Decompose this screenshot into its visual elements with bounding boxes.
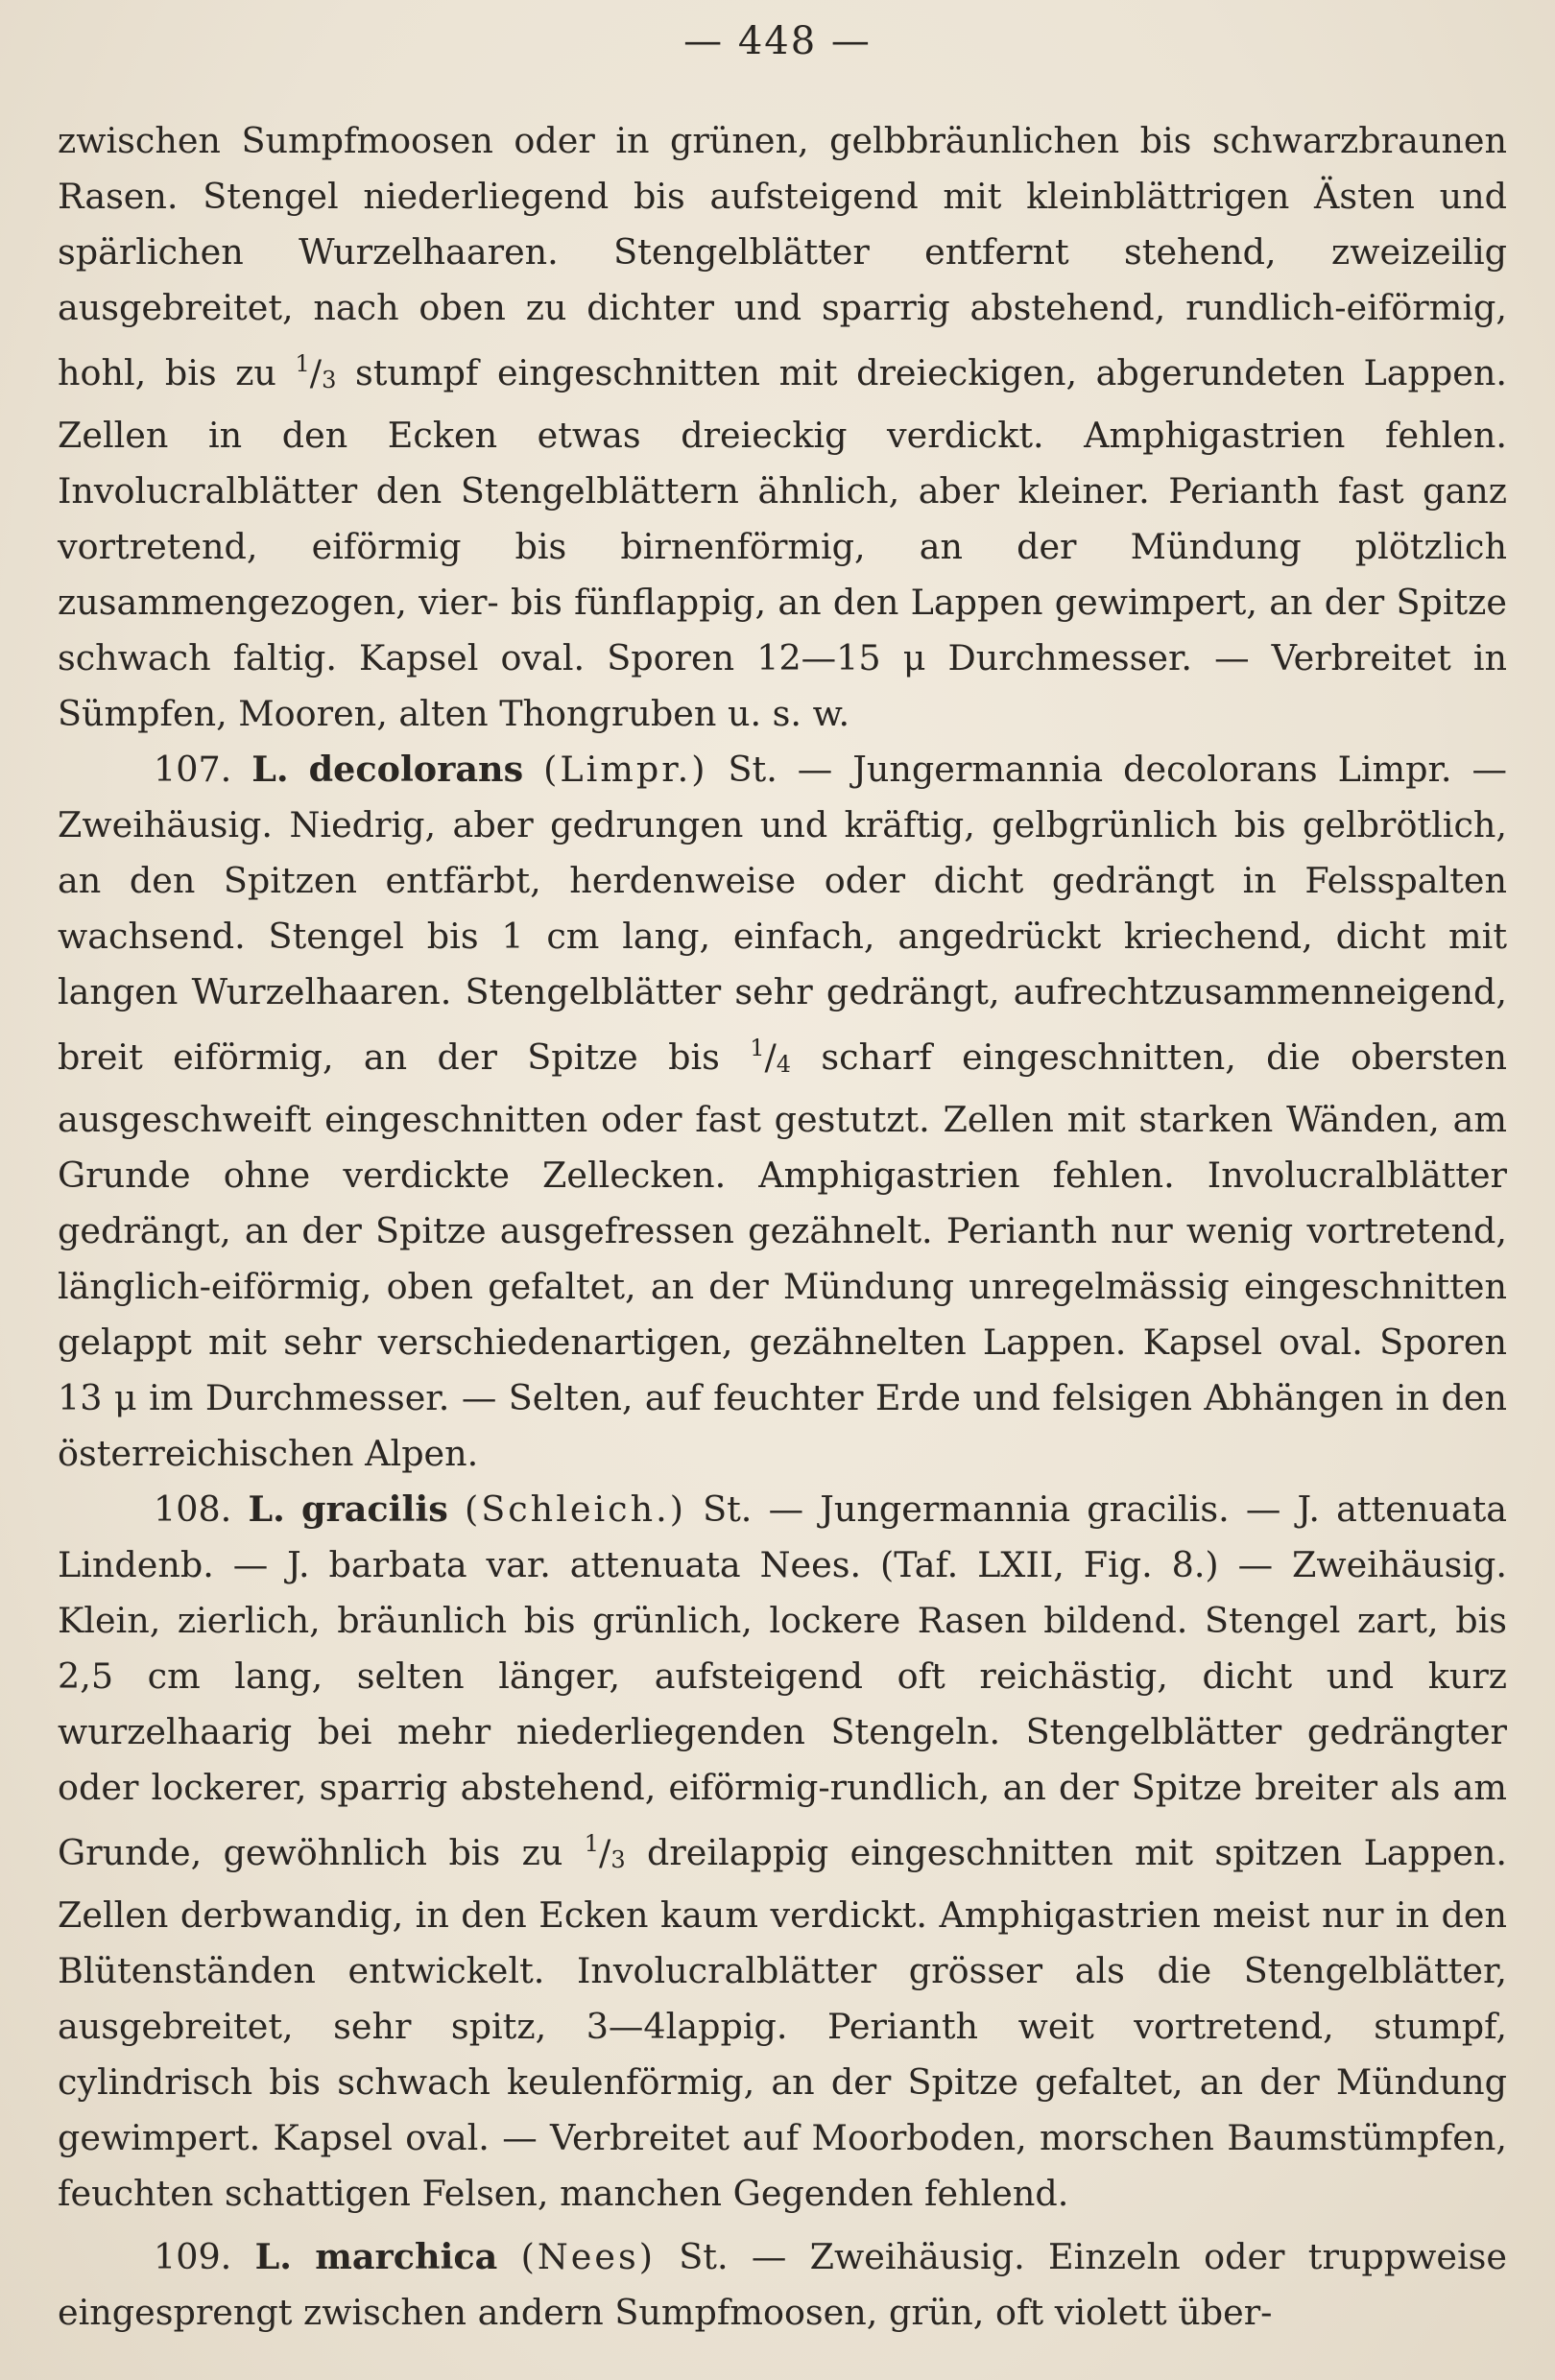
- entry-number: 109.: [154, 2236, 232, 2277]
- author-citation: (Nees): [520, 2236, 656, 2277]
- species-name: gracilis: [301, 1488, 448, 1530]
- author-citation: (Schleich.): [465, 1488, 686, 1530]
- species-name: decolorans: [308, 749, 524, 790]
- entry-description-rest: dreilappig eingeschnitten mit spitzen Lappen. Zellen derbwandig, in den Ecken kaum verdickt. Amphigastrien meist nur in den Blütenständen entwickelt. Involucralblätter grösser als die Stengelblätter, ausgebreitet, sehr spitz, 3—4lappig. Perianth weit vortretend, stumpf, cylindrisch bis schwach keulenförmig, an der Spitze gefaltet, an der Mündung gewimpert. Kapsel oval. — Verbreitet auf Moorboden, morschen Baumstümpfen, feuchten schattigen Felsen, manchen Gegenden fehlend.: [58, 1832, 1508, 2214]
- fraction: $^1$/3: [584, 1830, 626, 1873]
- species-entry-109: [58, 2229, 1507, 2341]
- entry-description: St. — Jungermannia decolorans Limpr. — Zweihäusig. Niedrig, aber gedrungen und kräftig, gelbgrünlich bis gelbrötlich, an den Spitzen entfärbt, herdenweise oder dicht gedrängt in Felsspalten wachsend. Stengel bis 1 cm lang, einfach, angedrückt kriechend, dicht mit langen Wurzelhaaren. Stengelblätter sehr gedrängt, aufrechtzusammenneigend, breit eiförmig, an der Spitze bis: [58, 749, 1507, 1078]
- entry-description: St. — Jungermannia gracilis. — J. attenuata Lindenb. — J. barbata var. attenuata Nees. (Taf. LXII, Fig. 8.) — Zweihäusig. Klein, zierlich, bräunlich bis grünlich, lockere Rasen bildend. Stengel zart, bis 2,5 cm lang, selten länger, aufsteigend oft reichästig, dicht und kurz wurzelhaarig bei mehr niederliegenden Stengeln. Stengelblätter gedrängter oder lockerer, sparrig abstehend, eiförmig-rundlich, an der Spitze breiter als am Grunde, gewöhnlich bis zu: [58, 1488, 1508, 1873]
- genus-abbrev: L.: [254, 2236, 292, 2277]
- entry-description-rest: scharf eingeschnitten, die obersten ausgeschweift eingeschnitten oder fast gestutzt. Zellen mit starken Wänden, am Grunde ohne verdickte Zellecken. Amphigastrien fehlen. Involucralblätter gedrängt, an der Spitze ausgefressen gezähnelt. Perianth nur wenig vortretend, länglich-eiförmig, oben gefaltet, an der Mündung unregelmässig eingeschnitten gelappt mit sehr verschiedenartigen, gezähnelten Lappen. Kapsel oval. Sporen 13 μ im Durchmesser. — Selten, auf feuchter Erde und felsigen Abhängen in den österreichischen Alpen.: [58, 1036, 1508, 1474]
- body-text: [58, 113, 1507, 2341]
- fraction: $^1$/4: [750, 1035, 792, 1078]
- entry-number: 107.: [154, 749, 232, 790]
- fraction: $^1$/3: [295, 350, 337, 393]
- page-number: — 448 —: [683, 19, 872, 63]
- entry-description: St. — Zweihäusig. Einzeln oder truppweise eingesprengt zwischen andern Sumpfmoosen, grün, oft violett über-: [58, 2236, 1508, 2333]
- author-citation: (Limpr.): [543, 749, 708, 790]
- entry-number: 108.: [154, 1488, 232, 1530]
- genus-abbrev: L.: [251, 749, 289, 790]
- intro-paragraph: [58, 113, 1507, 742]
- genus-abbrev: L.: [248, 1488, 285, 1530]
- intro-text: zwischen Sumpfmoosen oder in grünen, gelbbräunlichen bis schwarzbraunen Rasen. Stengel niederliegend bis aufsteigend mit kleinblättrigen Ästen und spärlichen Wurzelhaaren. Stengelblätter entfernt stehend, zweizeilig ausgebreitet, nach oben zu dichter und sparrig abstehend, rundlich-eiförmig, hohl, bis zu: [58, 120, 1507, 393]
- species-name: marchica: [315, 2236, 498, 2277]
- species-entry-108: [58, 1482, 1507, 2222]
- species-entry-107: [58, 742, 1507, 1482]
- intro-text-rest: stumpf eingeschnitten mit dreieckigen, abgerundeten Lappen. Zellen in den Ecken etwas dreieckig verdickt. Amphigastrien fehlen. Involucralblätter den Stengelblättern ähnlich, aber kleiner. Perianth fast ganz vortretend, eiförmig bis birnenförmig, an der Mündung plötzlich zusammengezogen, vier- bis fünflappig, an den Lappen gewimpert, an der Spitze schwach faltig. Kapsel oval. Sporen 12—15 μ Durchmesser. — Verbreitet in Sümpfen, Mooren, alten Thongruben u. s. w.: [58, 352, 1507, 734]
